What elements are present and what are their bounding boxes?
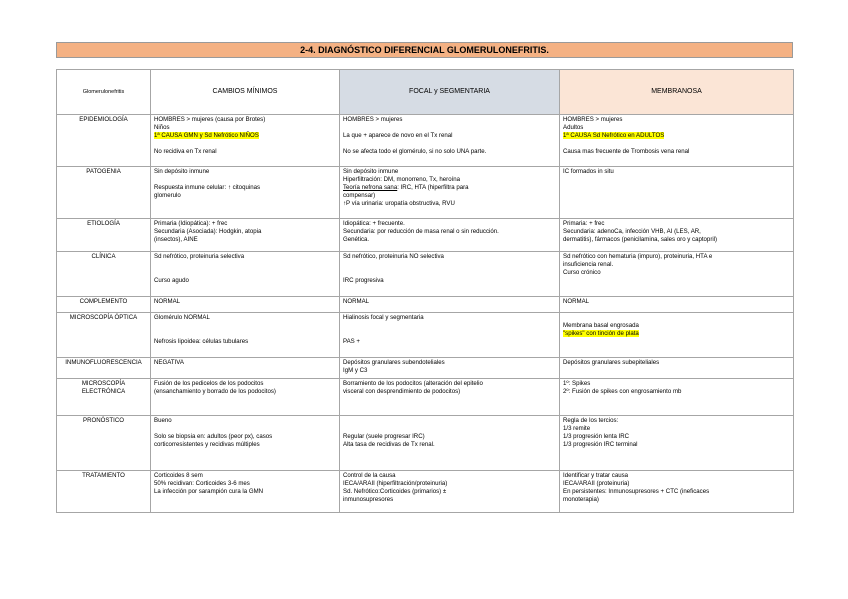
cell-line: Curso crónico: [563, 269, 601, 276]
cell-line: "spikes" con tinción de plata: [563, 330, 639, 337]
table-cell-c2: [340, 416, 560, 471]
cell-line: [154, 140, 336, 148]
table-cell-c3: [560, 358, 794, 379]
table-cell-c1: [151, 297, 340, 313]
cell-line: Secundaria (Asociada): Hodgkin, atopia: [154, 228, 262, 235]
cell-line: IC formados in situ: [563, 168, 614, 175]
row-label: EPIDEMIOLOGÍA: [57, 115, 151, 167]
cell-line: Idiopática: + frecuente.: [343, 220, 405, 227]
table-cell-c2: [340, 313, 560, 358]
cell-line: Identificar y tratar causa: [563, 472, 629, 479]
cell-line: inmunosupresores: [343, 496, 394, 503]
cell-line: Borramiento de los podocitos (alteración del epitelio: [343, 380, 483, 387]
cell-line: monoterapia): [563, 496, 599, 503]
cell-line: En persistentes: Inmunosupresores + CTC (ineficaces: [563, 488, 710, 495]
cell-line: NORMAL: [343, 298, 370, 305]
cell-line: 1/3 remite: [563, 425, 591, 432]
cell-line: [563, 314, 790, 322]
cell-line: IRC progresiva: [343, 277, 384, 284]
row-label: MICROSCOPÍA ELECTRÓNICA: [57, 379, 151, 416]
cell-line: Regla de los tercios:: [563, 417, 619, 424]
cell-line: Secundaria: adenoCa, infección VHB, AI (LES, AR,: [563, 228, 701, 235]
table-cell-c2: [340, 471, 560, 513]
cell-line: Control de la causa: [343, 472, 396, 479]
cell-line: Sd nefrótico, proteinuria NO selectiva: [343, 253, 444, 260]
cell-line: Genética.: [343, 236, 370, 243]
table-cell-c2: [340, 297, 560, 313]
cell-line: (ensanchamiento y borrado de los podocitos): [154, 388, 276, 395]
cell-line: [343, 330, 556, 338]
cell-line: [343, 140, 556, 148]
cell-line: Respuesta inmune celular: ↑ citoquinas: [154, 184, 261, 191]
cell-line: glomerulo: [154, 192, 181, 199]
cell-line: 2º: Fusión de spikes con engrosamiento mb: [563, 388, 682, 395]
cell-line: Corticoides 8 sem: [154, 472, 203, 479]
table-cell-c2: [340, 358, 560, 379]
table-cell-c1: [151, 313, 340, 358]
cell-line: Depósitos granulares subendoteliales: [343, 359, 445, 366]
table-cell-c1: [151, 167, 340, 219]
table-cell-c2: [340, 252, 560, 297]
cell-line: Depósitos granulares subepiteliales: [563, 359, 660, 366]
table-cell-c3: [560, 252, 794, 297]
cell-line: Primaria: + frec: [563, 220, 605, 227]
table-cell-c3: [560, 379, 794, 416]
cell-line: 1/3 progresión lenta IRC: [563, 433, 630, 440]
row-label: PATOGENIA: [57, 167, 151, 219]
table-cell-c1: [151, 358, 340, 379]
table-cell-c2: [340, 115, 560, 167]
table-row: [57, 219, 794, 252]
cell-line: [154, 269, 336, 277]
cell-line: NEGATIVA: [154, 359, 184, 366]
cell-line: Bueno: [154, 417, 172, 424]
row-label: COMPLEMENTO: [57, 297, 151, 313]
cell-line: [343, 417, 556, 425]
header-row: [57, 70, 794, 115]
cell-line: Sd nefrótico con hematuria (impuro), proteinuria, HTA e: [563, 253, 713, 260]
cell-line: ↑P vía urinaria: uropatía obstructiva, RVU: [343, 200, 455, 207]
table-cell-c3: [560, 219, 794, 252]
cell-line: Hiperfiltración: DM, monorreno, Tx, heroína: [343, 176, 461, 183]
table-row: [57, 167, 794, 219]
cell-line: PAS +: [343, 338, 360, 345]
cell-line: [154, 322, 336, 330]
table-row: [57, 115, 794, 167]
cell-line: (insectos), AINE: [154, 236, 198, 243]
table-row: [57, 313, 794, 358]
col-header-cambios-minimos: CAMBIOS MÍNIMOS: [151, 70, 340, 115]
col-header-membranosa: MEMBRANOSA: [560, 70, 794, 115]
cell-line: Teoría nefrona sana: IRC, HTA (hiperfiltra para: [343, 184, 469, 191]
cell-line: Glomérulo NORMAL: [154, 314, 210, 321]
row-label: INMUNOFLUORESCENCIA: [57, 358, 151, 379]
row-label: PRONÓSTICO: [57, 416, 151, 471]
cell-line: [343, 322, 556, 330]
cell-line: Adultos: [563, 124, 584, 131]
cell-line: Sd. Nefrótico:Corticoides (primarios) ±: [343, 488, 447, 495]
cell-line: [343, 269, 556, 277]
cell-line: No recidiva en Tx renal: [154, 148, 217, 155]
table-row: [57, 358, 794, 379]
row-label: ETIOLOGÍA: [57, 219, 151, 252]
table-cell-c1: [151, 115, 340, 167]
cell-line: NORMAL: [154, 298, 181, 305]
table-row: [57, 252, 794, 297]
cell-line: Hialinosis focal y segmentaria: [343, 314, 424, 321]
table-row: [57, 379, 794, 416]
cell-line: IgM y C3: [343, 367, 368, 374]
cell-line: [343, 261, 556, 269]
cell-line: visceral con desprendimiento de podocitos): [343, 388, 461, 395]
cell-line: Fusión de los pedicelos de los podocitos: [154, 380, 264, 387]
table-cell-c3: [560, 297, 794, 313]
table-cell-c1: [151, 379, 340, 416]
cell-line: [154, 176, 336, 184]
cell-line: Curso agudo: [154, 277, 189, 284]
cell-line: Causa mas frecuente de Trombosis vena renal: [563, 148, 690, 155]
row-label: MICROSCOPÍA ÓPTICA: [57, 313, 151, 358]
table-cell-c1: [151, 416, 340, 471]
cell-line: Secundaria: por reducción de masa renal o sin reducción.: [343, 228, 499, 235]
cell-line: Sd nefrótico, proteinuria selectiva: [154, 253, 245, 260]
table-row: [57, 297, 794, 313]
corner-header: Glomerulonefritis: [57, 70, 151, 115]
cell-line: IECA/ARAII (hiperfiltración/proteinuria): [343, 480, 448, 487]
cell-line: Regular (suele progresar IRC): [343, 433, 425, 440]
table-cell-c2: [340, 379, 560, 416]
row-label: CLÍNICA: [57, 252, 151, 297]
cell-line: 1ª CAUSA GMN y Sd Nefrótico NIÑOS: [154, 132, 259, 139]
table-cell-c1: [151, 252, 340, 297]
cell-line: HOMBRES > mujeres: [343, 116, 403, 123]
cell-line: [563, 140, 790, 148]
table-cell-c3: [560, 416, 794, 471]
table-cell-c3: [560, 471, 794, 513]
table-row: [57, 416, 794, 471]
cell-line: La que + aparece de novo en el Tx renal: [343, 132, 453, 139]
cell-line: NORMAL: [563, 298, 590, 305]
cell-line: Nefrosis lipoidea: células tubulares: [154, 338, 249, 345]
cell-line: [154, 330, 336, 338]
cell-line: 50% recidivan: Corticoides 3-6 mes: [154, 480, 250, 487]
cell-line: IECA/ARAII (proteinuria): [563, 480, 630, 487]
table-row: [57, 471, 794, 513]
cell-line: Primaria (Idiopática): + frec: [154, 220, 228, 227]
cell-line: corticorresistentes y recidivas múltiples: [154, 441, 260, 448]
cell-line: 1/3 progresión IRC terminal: [563, 441, 638, 448]
table-cell-c3: [560, 115, 794, 167]
table-cell-c3: [560, 313, 794, 358]
cell-line: Sin depósito inmune: [343, 168, 399, 175]
cell-line: Membrana basal engrosada: [563, 322, 639, 329]
cell-line: HOMBRES > mujeres (causa por Brotes): [154, 116, 266, 123]
cell-line: [343, 425, 556, 433]
cell-line: [154, 425, 336, 433]
cell-line: insuficiencia renal.: [563, 261, 614, 268]
cell-line: 1ª CAUSA Sd Nefrótico en ADULTOS: [563, 132, 665, 139]
cell-line: La infección por sarampión cura la GMN: [154, 488, 264, 495]
differential-table: [56, 69, 794, 513]
cell-line: Niños: [154, 124, 170, 131]
cell-line: [343, 124, 556, 132]
page-title: 2-4. DIAGNÓSTICO DIFERENCIAL GLOMERULONEFRITIS.: [56, 42, 793, 58]
cell-line: HOMBRES > mujeres: [563, 116, 623, 123]
cell-line: 1º: Spikes: [563, 380, 591, 387]
cell-line: compensar): [343, 192, 376, 199]
table-cell-c1: [151, 471, 340, 513]
col-header-focal-segmentaria: FOCAL y SEGMENTARIA: [340, 70, 560, 115]
cell-line: [154, 261, 336, 269]
cell-line: dermatitis), fármacos (penicilamina, sales oro y captopril): [563, 236, 718, 243]
table-cell-c2: [340, 219, 560, 252]
table-cell-c2: [340, 167, 560, 219]
cell-line: Alta tasa de recidivas de Tx renal.: [343, 441, 435, 448]
cell-line: No se afecta todo el glomérulo, si no solo UNA parte.: [343, 148, 487, 155]
table-cell-c3: [560, 167, 794, 219]
table-cell-c1: [151, 219, 340, 252]
row-label: TRATAMIENTO: [57, 471, 151, 513]
cell-line: Solo se biopsia en: adultos (peor px), casos: [154, 433, 273, 440]
cell-line: Sin depósito inmune: [154, 168, 210, 175]
